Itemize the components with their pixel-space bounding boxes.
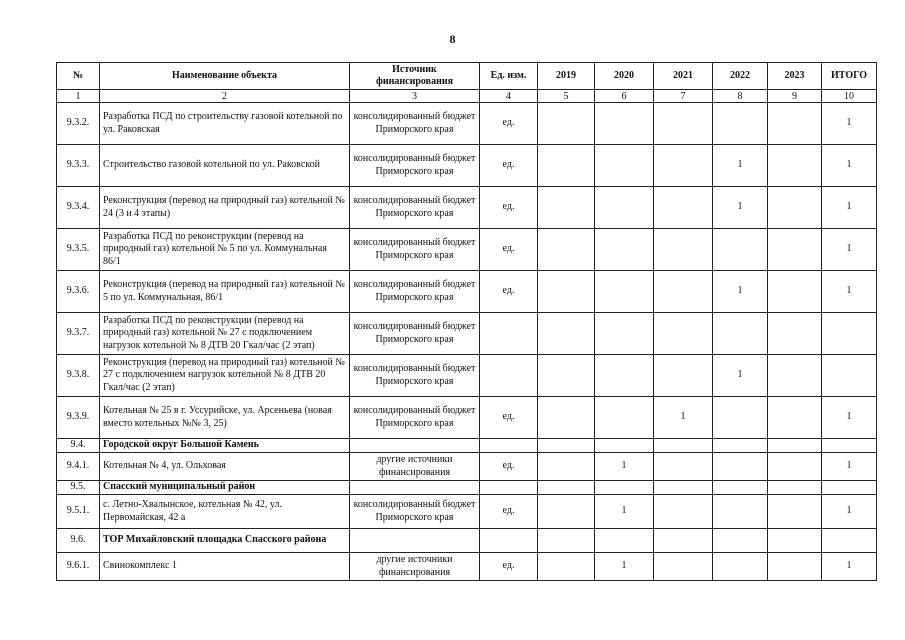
value-2022	[713, 529, 768, 553]
value-total: 1	[822, 495, 877, 529]
value-2019	[538, 495, 595, 529]
index-cell: 3	[350, 90, 480, 103]
value-2023	[768, 355, 822, 397]
value-2019	[538, 529, 595, 553]
unit-cell: ед.	[480, 103, 538, 145]
section-row	[57, 481, 877, 495]
value-2023	[768, 187, 822, 229]
value-2023	[768, 529, 822, 553]
object-name: Разработка ПСД по реконструкции (перевод на природный газ) котельной № 5 по ул. Коммунальная 86/1	[100, 229, 350, 271]
value-2021	[654, 271, 713, 313]
financing-source: консолидированный бюджет Приморского края	[350, 103, 480, 145]
object-name: Реконструкция (перевод на природный газ) котельной № 24 (3 и 4 этапы)	[100, 187, 350, 229]
unit-cell: ед.	[480, 453, 538, 481]
table-row	[57, 145, 877, 187]
value-2020	[595, 355, 654, 397]
value-total	[822, 481, 877, 495]
object-name: Разработка ПСД по реконструкции (перевод на природный газ) котельной № 27 с подключением нагрузок котельной № 8 ДТВ 20 Гкал/час (2 этап)	[100, 313, 350, 355]
row-number: 9.6.1.	[57, 553, 100, 581]
value-2021	[654, 553, 713, 581]
value-2019	[538, 397, 595, 439]
value-2019	[538, 187, 595, 229]
index-cell: 10	[822, 90, 877, 103]
object-name: Котельная № 25 в г. Уссурийске, ул. Арсеньева (новая вместо котельных №№ 3, 25)	[100, 397, 350, 439]
value-total	[822, 355, 877, 397]
header-name: Наименование объекта	[100, 63, 350, 90]
object-name: Реконструкция (перевод на природный газ) котельной № 27 с подключением нагрузок котельной № 8 ДТВ 20 Гкал/час (2 этап)	[100, 355, 350, 397]
financing-source: другие источники финансирования	[350, 553, 480, 581]
value-total: 1	[822, 271, 877, 313]
value-2022	[713, 439, 768, 453]
value-2019	[538, 553, 595, 581]
value-2019	[538, 145, 595, 187]
header-2021: 2021	[654, 63, 713, 90]
value-2021	[654, 481, 713, 495]
object-name: с. Летно-Хвалынское, котельная № 42, ул. Первомайская, 42 а	[100, 495, 350, 529]
row-number: 9.5.1.	[57, 495, 100, 529]
index-cell: 2	[100, 90, 350, 103]
value-2020	[595, 145, 654, 187]
unit-cell	[480, 439, 538, 453]
unit-cell: ед.	[480, 397, 538, 439]
value-2021	[654, 453, 713, 481]
row-number: 9.4.1.	[57, 453, 100, 481]
financing-source	[350, 481, 480, 495]
table-body	[57, 103, 877, 581]
header-2022: 2022	[713, 63, 768, 90]
section-row	[57, 439, 877, 453]
financing-source: консолидированный бюджет Приморского края	[350, 187, 480, 229]
header-2020: 2020	[595, 63, 654, 90]
object-name: Разработка ПСД по строительству газовой котельной по ул. Раковская	[100, 103, 350, 145]
unit-cell: ед.	[480, 187, 538, 229]
table-row	[57, 313, 877, 355]
value-2022	[713, 397, 768, 439]
value-2021	[654, 229, 713, 271]
value-2020: 1	[595, 453, 654, 481]
value-2019	[538, 481, 595, 495]
financing-source	[350, 529, 480, 553]
value-2020: 1	[595, 495, 654, 529]
index-cell: 7	[654, 90, 713, 103]
value-2022: 1	[713, 145, 768, 187]
value-2023	[768, 495, 822, 529]
value-2022	[713, 103, 768, 145]
unit-cell: ед.	[480, 553, 538, 581]
index-cell: 4	[480, 90, 538, 103]
value-2021	[654, 103, 713, 145]
financing-source: консолидированный бюджет Приморского края	[350, 271, 480, 313]
value-2023	[768, 553, 822, 581]
object-name: Спасский муниципальный район	[100, 481, 350, 495]
index-cell: 5	[538, 90, 595, 103]
table-row	[57, 229, 877, 271]
value-2022: 1	[713, 355, 768, 397]
value-2019	[538, 439, 595, 453]
value-2021	[654, 313, 713, 355]
value-2021	[654, 355, 713, 397]
value-2019	[538, 355, 595, 397]
value-total: 1	[822, 187, 877, 229]
index-row	[57, 90, 877, 103]
index-cell: 1	[57, 90, 100, 103]
value-2020: 1	[595, 553, 654, 581]
value-2019	[538, 453, 595, 481]
index-cell: 9	[768, 90, 822, 103]
table-row	[57, 271, 877, 313]
value-2020	[595, 313, 654, 355]
table-row	[57, 553, 877, 581]
financing-source: консолидированный бюджет Приморского края	[350, 229, 480, 271]
value-2019	[538, 229, 595, 271]
row-number: 9.6.	[57, 529, 100, 553]
value-2021: 1	[654, 397, 713, 439]
table-row	[57, 187, 877, 229]
unit-cell: ед.	[480, 271, 538, 313]
header-2019: 2019	[538, 63, 595, 90]
value-2022	[713, 229, 768, 271]
value-total	[822, 313, 877, 355]
header-total: ИТОГО	[822, 63, 877, 90]
value-2023	[768, 271, 822, 313]
object-name: Городской округ Большой Камень	[100, 439, 350, 453]
financing-source: консолидированный бюджет Приморского края	[350, 313, 480, 355]
table-row	[57, 397, 877, 439]
value-2021	[654, 145, 713, 187]
value-2021	[654, 439, 713, 453]
financing-source: консолидированный бюджет Приморского края	[350, 495, 480, 529]
header-source: Источник финансирования	[350, 63, 480, 90]
table-row	[57, 355, 877, 397]
financing-source: консолидированный бюджет Приморского края	[350, 355, 480, 397]
row-number: 9.3.9.	[57, 397, 100, 439]
unit-cell: ед.	[480, 495, 538, 529]
row-number: 9.3.4.	[57, 187, 100, 229]
value-2022	[713, 453, 768, 481]
value-total: 1	[822, 229, 877, 271]
row-number: 9.3.7.	[57, 313, 100, 355]
value-2020	[595, 271, 654, 313]
unit-cell	[480, 313, 538, 355]
investment-table	[56, 62, 877, 581]
value-2022	[713, 313, 768, 355]
unit-cell: ед.	[480, 145, 538, 187]
section-row	[57, 529, 877, 553]
value-2023	[768, 397, 822, 439]
unit-cell	[480, 355, 538, 397]
page-number: 8	[449, 32, 456, 46]
value-2020	[595, 397, 654, 439]
financing-source: консолидированный бюджет Приморского края	[350, 145, 480, 187]
header-row	[57, 63, 877, 90]
row-number: 9.3.6.	[57, 271, 100, 313]
value-2020	[595, 187, 654, 229]
financing-source	[350, 439, 480, 453]
object-name: Строительство газовой котельной по ул. Раковской	[100, 145, 350, 187]
table-row	[57, 453, 877, 481]
value-2023	[768, 145, 822, 187]
value-2022: 1	[713, 271, 768, 313]
object-name: Котельная № 4, ул. Ольховая	[100, 453, 350, 481]
value-total: 1	[822, 397, 877, 439]
value-2020	[595, 529, 654, 553]
financing-source: другие источники финансирования	[350, 453, 480, 481]
row-number: 9.3.3.	[57, 145, 100, 187]
header-num: №	[57, 63, 100, 90]
row-number: 9.4.	[57, 439, 100, 453]
row-number: 9.3.8.	[57, 355, 100, 397]
value-total	[822, 439, 877, 453]
value-2020	[595, 439, 654, 453]
value-2020	[595, 481, 654, 495]
value-2019	[538, 271, 595, 313]
value-2022	[713, 553, 768, 581]
value-2020	[595, 103, 654, 145]
value-2022	[713, 481, 768, 495]
value-2021	[654, 495, 713, 529]
value-2023	[768, 481, 822, 495]
value-2022: 1	[713, 187, 768, 229]
object-name: ТОР Михайловский площадка Спасского района	[100, 529, 350, 553]
index-cell: 8	[713, 90, 768, 103]
value-total	[822, 529, 877, 553]
value-2023	[768, 439, 822, 453]
unit-cell	[480, 481, 538, 495]
value-total: 1	[822, 103, 877, 145]
row-number: 9.5.	[57, 481, 100, 495]
unit-cell	[480, 529, 538, 553]
value-total: 1	[822, 145, 877, 187]
table-row	[57, 495, 877, 529]
index-cell: 6	[595, 90, 654, 103]
value-total: 1	[822, 453, 877, 481]
header-unit: Ед. изм.	[480, 63, 538, 90]
value-2022	[713, 495, 768, 529]
table-row	[57, 103, 877, 145]
value-2023	[768, 453, 822, 481]
value-2021	[654, 529, 713, 553]
object-name: Реконструкция (перевод на природный газ) котельной № 5 по ул. Коммунальная, 86/1	[100, 271, 350, 313]
value-2019	[538, 313, 595, 355]
value-2020	[595, 229, 654, 271]
unit-cell: ед.	[480, 229, 538, 271]
value-2023	[768, 103, 822, 145]
value-2021	[654, 187, 713, 229]
value-total: 1	[822, 553, 877, 581]
value-2023	[768, 229, 822, 271]
financing-source: консолидированный бюджет Приморского края	[350, 397, 480, 439]
value-2019	[538, 103, 595, 145]
row-number: 9.3.5.	[57, 229, 100, 271]
object-name: Свинокомплекс 1	[100, 553, 350, 581]
row-number: 9.3.2.	[57, 103, 100, 145]
header-2023: 2023	[768, 63, 822, 90]
value-2023	[768, 313, 822, 355]
